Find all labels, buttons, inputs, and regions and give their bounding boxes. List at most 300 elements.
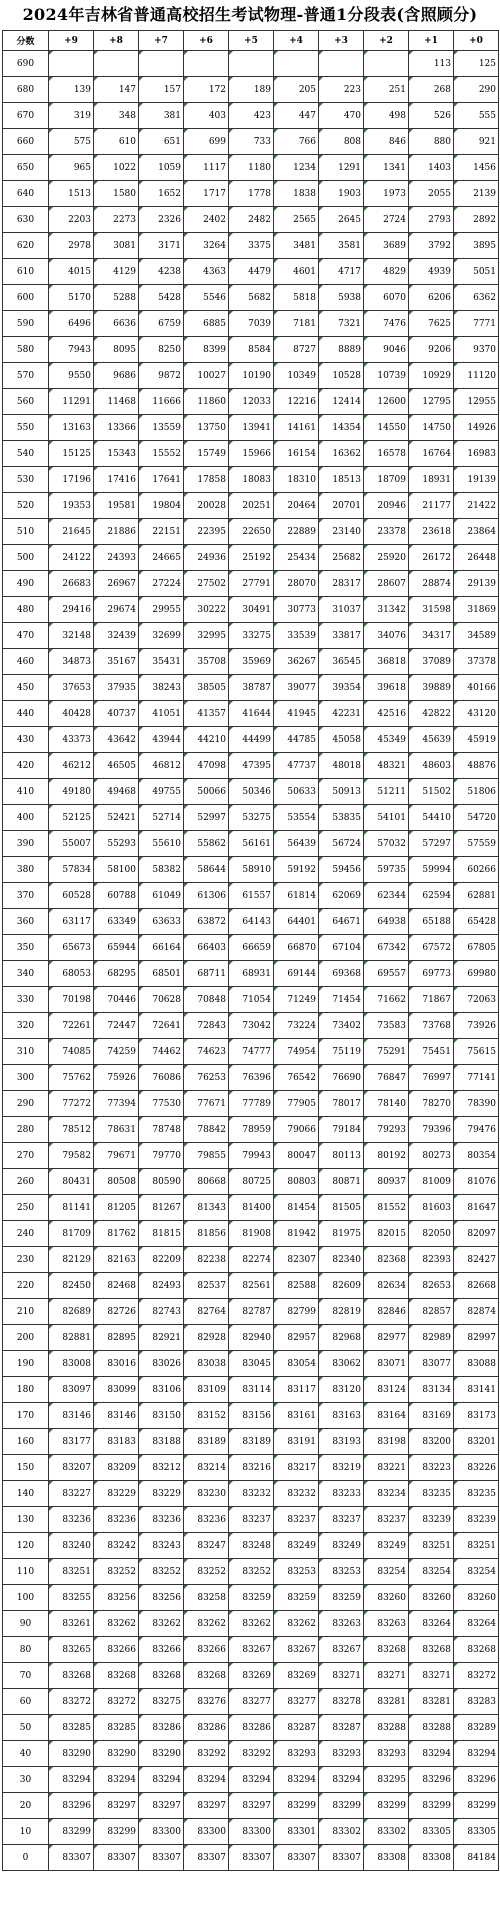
cumulative-count-cell: 82368 [364,1247,409,1273]
cumulative-count-cell: 83277 [229,1689,274,1715]
score-cell: 240 [3,1221,49,1247]
cumulative-count-cell: 83237 [274,1507,319,1533]
cumulative-count-cell: 83299 [409,1793,454,1819]
cumulative-count-cell: 83287 [274,1715,319,1741]
cumulative-count-cell: 83262 [229,1611,274,1637]
cumulative-count-cell: 83294 [454,1741,499,1767]
cumulative-count-cell: 82537 [184,1273,229,1299]
cumulative-count-cell: 30222 [184,597,229,623]
cumulative-count-cell: 37653 [49,675,94,701]
score-cell: 80 [3,1637,49,1663]
cumulative-count-cell: 45919 [454,727,499,753]
cumulative-count-cell: 11468 [94,389,139,415]
cumulative-count-cell: 1022 [94,155,139,181]
cumulative-count-cell: 56439 [274,831,319,857]
cumulative-count-cell: 14926 [454,415,499,441]
cumulative-count-cell: 403 [184,103,229,129]
cumulative-count-cell: 82689 [49,1299,94,1325]
cumulative-count-cell: 77141 [454,1065,499,1091]
cumulative-count-cell: 2645 [319,207,364,233]
cumulative-count-cell: 20028 [184,493,229,519]
score-cell: 140 [3,1481,49,1507]
cumulative-count-cell: 5546 [184,285,229,311]
cumulative-count-cell: 83239 [409,1507,454,1533]
cumulative-count-cell: 83262 [94,1611,139,1637]
cumulative-count-cell: 52714 [139,805,184,831]
cumulative-count-cell: 81762 [94,1221,139,1247]
cumulative-count-cell: 83209 [94,1455,139,1481]
cumulative-count-cell: 22650 [229,519,274,545]
table-row [3,1377,499,1403]
cumulative-count-cell: 8584 [229,337,274,363]
cumulative-count-cell: 57297 [409,831,454,857]
cumulative-count-cell: 83272 [49,1689,94,1715]
cumulative-count-cell: 83201 [454,1429,499,1455]
cumulative-count-cell: 14550 [364,415,409,441]
cumulative-count-cell: 24665 [139,545,184,571]
cumulative-count-cell: 555 [454,103,499,129]
cumulative-count-cell: 83305 [454,1819,499,1845]
cumulative-count-cell: 37935 [94,675,139,701]
cumulative-count-cell: 8250 [139,337,184,363]
cumulative-count-cell: 83296 [409,1767,454,1793]
cumulative-count-cell: 26172 [409,545,454,571]
cumulative-count-cell: 83217 [274,1455,319,1481]
score-cell: 310 [3,1039,49,1065]
cumulative-count-cell: 17196 [49,467,94,493]
cumulative-count-cell: 31869 [454,597,499,623]
cumulative-count-cell: 20946 [364,493,409,519]
cumulative-count-cell: 39354 [319,675,364,701]
cumulative-count-cell: 73926 [454,1013,499,1039]
score-cell: 520 [3,493,49,519]
score-cell: 10 [3,1819,49,1845]
cumulative-count-cell: 65428 [454,909,499,935]
cumulative-count-cell: 83146 [94,1403,139,1429]
table-row [3,389,499,415]
cumulative-count-cell: 61306 [184,883,229,909]
cumulative-count-cell: 83287 [319,1715,364,1741]
cumulative-count-cell: 1838 [274,181,319,207]
table-row [3,571,499,597]
cumulative-count-cell: 5682 [229,285,274,311]
cumulative-count-cell: 83189 [229,1429,274,1455]
cumulative-count-cell: 83286 [184,1715,229,1741]
cumulative-count-cell: 26967 [94,571,139,597]
score-cell: 330 [3,987,49,1013]
cumulative-count-cell: 69557 [364,961,409,987]
table-row [3,181,499,207]
cumulative-count-cell: 5170 [49,285,94,311]
cumulative-count-cell: 157 [139,77,184,103]
cumulative-count-cell: 83271 [319,1663,364,1689]
cumulative-count-cell: 80354 [454,1143,499,1169]
score-cell: 260 [3,1169,49,1195]
score-cell: 660 [3,129,49,155]
cumulative-count-cell: 81552 [364,1195,409,1221]
column-header: +0 [454,31,499,51]
score-cell: 110 [3,1559,49,1585]
cumulative-count-cell: 75615 [454,1039,499,1065]
cumulative-count-cell: 55007 [49,831,94,857]
cumulative-count-cell: 81205 [94,1195,139,1221]
cumulative-count-cell: 73768 [409,1013,454,1039]
cumulative-count-cell: 83307 [274,1845,319,1871]
cumulative-count-cell: 79943 [229,1143,274,1169]
cumulative-count-cell: 61557 [229,883,274,909]
cumulative-count-cell: 45058 [319,727,364,753]
cumulative-count-cell: 83293 [319,1741,364,1767]
table-row [3,285,499,311]
cumulative-count-cell: 77530 [139,1091,184,1117]
cumulative-count-cell: 72843 [184,1013,229,1039]
cumulative-count-cell: 82846 [364,1299,409,1325]
cumulative-count-cell: 32439 [94,623,139,649]
cumulative-count-cell: 7039 [229,311,274,337]
cumulative-count-cell: 83296 [49,1793,94,1819]
score-cell: 60 [3,1689,49,1715]
cumulative-count-cell: 83290 [139,1741,184,1767]
cumulative-count-cell: 10528 [319,363,364,389]
cumulative-count-cell: 74259 [94,1039,139,1065]
cumulative-count-cell: 83207 [49,1455,94,1481]
cumulative-count-cell: 83237 [229,1507,274,1533]
cumulative-count-cell: 58644 [184,857,229,883]
cumulative-count-cell: 76997 [409,1065,454,1091]
column-header: +2 [364,31,409,51]
cumulative-count-cell: 82588 [274,1273,319,1299]
cumulative-count-cell: 83237 [364,1507,409,1533]
cumulative-count-cell: 67572 [409,935,454,961]
cumulative-count-cell: 69773 [409,961,454,987]
cumulative-count-cell: 82997 [454,1325,499,1351]
score-cell: 90 [3,1611,49,1637]
cumulative-count-cell: 70446 [94,987,139,1013]
score-cell: 590 [3,311,49,337]
table-row [3,649,499,675]
cumulative-count-cell: 14354 [319,415,364,441]
table-row [3,1013,499,1039]
column-header: +3 [319,31,364,51]
cumulative-count-cell: 6885 [184,311,229,337]
cumulative-count-cell: 5051 [454,259,499,285]
cumulative-count-cell: 37089 [409,649,454,675]
cumulative-count-cell: 19581 [94,493,139,519]
cumulative-count-cell: 77671 [184,1091,229,1117]
table-row [3,597,499,623]
score-cell: 440 [3,701,49,727]
cumulative-count-cell: 82799 [274,1299,319,1325]
cumulative-count-cell: 83276 [184,1689,229,1715]
table-row [3,1481,499,1507]
cumulative-count-cell: 38787 [229,675,274,701]
cumulative-count-cell: 24393 [94,545,139,571]
table-row [3,103,499,129]
cumulative-count-cell: 83247 [184,1533,229,1559]
cumulative-count-cell: 83264 [454,1611,499,1637]
score-cell: 180 [3,1377,49,1403]
cumulative-count-cell: 83265 [49,1637,94,1663]
cumulative-count-cell: 498 [364,103,409,129]
cumulative-count-cell: 49755 [139,779,184,805]
cumulative-count-cell: 18931 [409,467,454,493]
cumulative-count-cell: 83229 [94,1481,139,1507]
cumulative-count-cell: 83307 [139,1845,184,1871]
cumulative-count-cell: 83260 [454,1585,499,1611]
cumulative-count-cell: 80668 [184,1169,229,1195]
cumulative-count-cell: 447 [274,103,319,129]
table-row [3,1585,499,1611]
cumulative-count-cell: 83249 [319,1533,364,1559]
cumulative-count-cell: 22889 [274,519,319,545]
cumulative-count-cell: 32699 [139,623,184,649]
cumulative-count-cell: 83232 [229,1481,274,1507]
cumulative-count-cell: 83062 [319,1351,364,1377]
cumulative-count-cell: 53835 [319,805,364,831]
cumulative-count-cell: 83262 [139,1611,184,1637]
cumulative-count-cell: 83016 [94,1351,139,1377]
score-cell: 510 [3,519,49,545]
cumulative-count-cell: 83262 [274,1611,319,1637]
cumulative-count-cell: 83271 [364,1663,409,1689]
column-header: +7 [139,31,184,51]
cumulative-count-cell: 42231 [319,701,364,727]
cumulative-count-cell: 81815 [139,1221,184,1247]
cumulative-count-cell: 84184 [454,1845,499,1871]
cumulative-count-cell: 64401 [274,909,319,935]
cumulative-count-cell: 23378 [364,519,409,545]
cumulative-count-cell: 13750 [184,415,229,441]
cumulative-count-cell: 14161 [274,415,319,441]
cumulative-count-cell: 13941 [229,415,274,441]
cumulative-count-cell: 82940 [229,1325,274,1351]
cumulative-count-cell: 27791 [229,571,274,597]
cumulative-count-cell: 83264 [409,1611,454,1637]
cumulative-count-cell: 74777 [229,1039,274,1065]
cumulative-count-cell: 45639 [409,727,454,753]
cumulative-count-cell: 9206 [409,337,454,363]
cumulative-count-cell: 83248 [229,1533,274,1559]
cumulative-count-cell: 83285 [94,1715,139,1741]
cumulative-count-cell: 83266 [94,1637,139,1663]
cumulative-count-cell: 82340 [319,1247,364,1273]
cumulative-count-cell: 66659 [229,935,274,961]
table-row [3,337,499,363]
cumulative-count-cell: 1341 [364,155,409,181]
cumulative-count-cell: 55862 [184,831,229,857]
cumulative-count-cell: 43944 [139,727,184,753]
cumulative-count-cell: 59994 [409,857,454,883]
cumulative-count-cell: 83296 [454,1767,499,1793]
cumulative-count-cell: 83272 [94,1689,139,1715]
cumulative-count-cell: 83281 [409,1689,454,1715]
cumulative-count-cell: 6496 [49,311,94,337]
cumulative-count-cell: 80725 [229,1169,274,1195]
cumulative-count-cell: 7321 [319,311,364,337]
score-cell: 460 [3,649,49,675]
cumulative-count-cell: 7625 [409,311,454,337]
cumulative-count-cell: 73402 [319,1013,364,1039]
cumulative-count-cell: 290 [454,77,499,103]
cumulative-count-cell: 51211 [364,779,409,805]
cumulative-count-cell: 79671 [94,1143,139,1169]
table-row [3,1091,499,1117]
cumulative-count-cell: 83198 [364,1429,409,1455]
cumulative-count-cell: 10027 [184,363,229,389]
cumulative-count-cell: 172 [184,77,229,103]
score-cell: 0 [3,1845,49,1871]
table-row [3,1273,499,1299]
cumulative-count-cell: 82634 [364,1273,409,1299]
cumulative-count-cell: 83297 [139,1793,184,1819]
cumulative-count-cell: 36818 [364,649,409,675]
cumulative-count-cell: 81267 [139,1195,184,1221]
cumulative-count-cell [229,51,274,77]
cumulative-count-cell: 32995 [184,623,229,649]
score-cell: 200 [3,1325,49,1351]
cumulative-count-cell: 83294 [49,1767,94,1793]
cumulative-count-cell: 651 [139,129,184,155]
cumulative-count-cell: 44499 [229,727,274,753]
cumulative-count-cell: 17416 [94,467,139,493]
cumulative-count-cell: 81009 [409,1169,454,1195]
cumulative-count-cell: 83088 [454,1351,499,1377]
cumulative-count-cell: 54101 [364,805,409,831]
cumulative-count-cell: 733 [229,129,274,155]
cumulative-count-cell: 15966 [229,441,274,467]
cumulative-count-cell: 44785 [274,727,319,753]
cumulative-count-cell: 526 [409,103,454,129]
table-row [3,1403,499,1429]
cumulative-count-cell: 52421 [94,805,139,831]
cumulative-count-cell: 24936 [184,545,229,571]
cumulative-count-cell: 11291 [49,389,94,415]
cumulative-count-cell: 13366 [94,415,139,441]
cumulative-count-cell: 71454 [319,987,364,1013]
table-row [3,77,499,103]
cumulative-count-cell: 83054 [274,1351,319,1377]
cumulative-count-cell: 766 [274,129,319,155]
table-row [3,1195,499,1221]
cumulative-count-cell: 76690 [319,1065,364,1091]
cumulative-count-cell: 83263 [319,1611,364,1637]
cumulative-count-cell: 268 [409,77,454,103]
cumulative-count-cell: 76847 [364,1065,409,1091]
table-row [3,1117,499,1143]
cumulative-count-cell: 26683 [49,571,94,597]
cumulative-count-cell: 42822 [409,701,454,727]
cumulative-count-cell: 83297 [229,1793,274,1819]
cumulative-count-cell: 20464 [274,493,319,519]
cumulative-count-cell: 82857 [409,1299,454,1325]
cumulative-count-cell: 82015 [364,1221,409,1247]
cumulative-count-cell: 23618 [409,519,454,545]
table-row [3,129,499,155]
cumulative-count-cell: 83239 [454,1507,499,1533]
cumulative-count-cell: 83269 [274,1663,319,1689]
cumulative-count-cell: 82968 [319,1325,364,1351]
cumulative-count-cell: 62069 [319,883,364,909]
cumulative-count-cell: 83299 [274,1793,319,1819]
cumulative-count-cell: 52997 [184,805,229,831]
cumulative-count-cell: 83281 [364,1689,409,1715]
cumulative-count-cell: 83221 [364,1455,409,1481]
cumulative-count-cell: 12216 [274,389,319,415]
cumulative-count-cell: 83253 [274,1559,319,1585]
cumulative-count-cell: 57559 [454,831,499,857]
cumulative-count-cell: 75451 [409,1039,454,1065]
cumulative-count-cell: 68501 [139,961,184,987]
cumulative-count-cell: 83235 [454,1481,499,1507]
cumulative-count-cell: 4829 [364,259,409,285]
cumulative-count-cell: 3264 [184,233,229,259]
cumulative-count-cell: 83288 [409,1715,454,1741]
cumulative-count-cell: 36545 [319,649,364,675]
cumulative-count-cell: 81141 [49,1195,94,1221]
table-row [3,623,499,649]
cumulative-count-cell: 83268 [409,1637,454,1663]
table-row [3,1507,499,1533]
cumulative-count-cell: 965 [49,155,94,181]
cumulative-count-cell: 78631 [94,1117,139,1143]
column-header: +1 [409,31,454,51]
cumulative-count-cell: 57834 [49,857,94,883]
cumulative-count-cell: 83097 [49,1377,94,1403]
cumulative-count-cell: 16578 [364,441,409,467]
cumulative-count-cell: 74462 [139,1039,184,1065]
cumulative-count-cell: 71249 [274,987,319,1013]
cumulative-count-cell: 40166 [454,675,499,701]
cumulative-count-cell: 73042 [229,1013,274,1039]
cumulative-count-cell: 67104 [319,935,364,961]
cumulative-count-cell: 59192 [274,857,319,883]
cumulative-count-cell: 83237 [319,1507,364,1533]
cumulative-count-cell: 74085 [49,1039,94,1065]
cumulative-count-cell: 83277 [274,1689,319,1715]
cumulative-count-cell: 76396 [229,1065,274,1091]
cumulative-count-cell: 83294 [319,1767,364,1793]
cumulative-count-cell: 72447 [94,1013,139,1039]
table-row [3,1845,499,1871]
cumulative-count-cell: 6636 [94,311,139,337]
cumulative-count-cell: 83299 [94,1819,139,1845]
cumulative-count-cell: 69368 [319,961,364,987]
cumulative-count-cell: 423 [229,103,274,129]
cumulative-count-cell: 16983 [454,441,499,467]
table-row [3,1351,499,1377]
cumulative-count-cell: 83163 [319,1403,364,1429]
cumulative-count-cell: 189 [229,77,274,103]
cumulative-count-cell: 83283 [454,1689,499,1715]
cumulative-count-cell: 80871 [319,1169,364,1195]
table-row [3,51,499,77]
cumulative-count-cell: 52125 [49,805,94,831]
cumulative-count-cell: 83223 [409,1455,454,1481]
cumulative-count-cell: 16154 [274,441,319,467]
column-header-score: 分数 [3,31,49,51]
cumulative-count-cell: 223 [319,77,364,103]
cumulative-count-cell: 83292 [184,1741,229,1767]
cumulative-count-cell: 55293 [94,831,139,857]
cumulative-count-cell: 78512 [49,1117,94,1143]
cumulative-count-cell [94,51,139,77]
table-row [3,155,499,181]
cumulative-count-cell: 48018 [319,753,364,779]
cumulative-count-cell: 11860 [184,389,229,415]
cumulative-count-cell: 12955 [454,389,499,415]
cumulative-count-cell: 13559 [139,415,184,441]
cumulative-count-cell: 77905 [274,1091,319,1117]
